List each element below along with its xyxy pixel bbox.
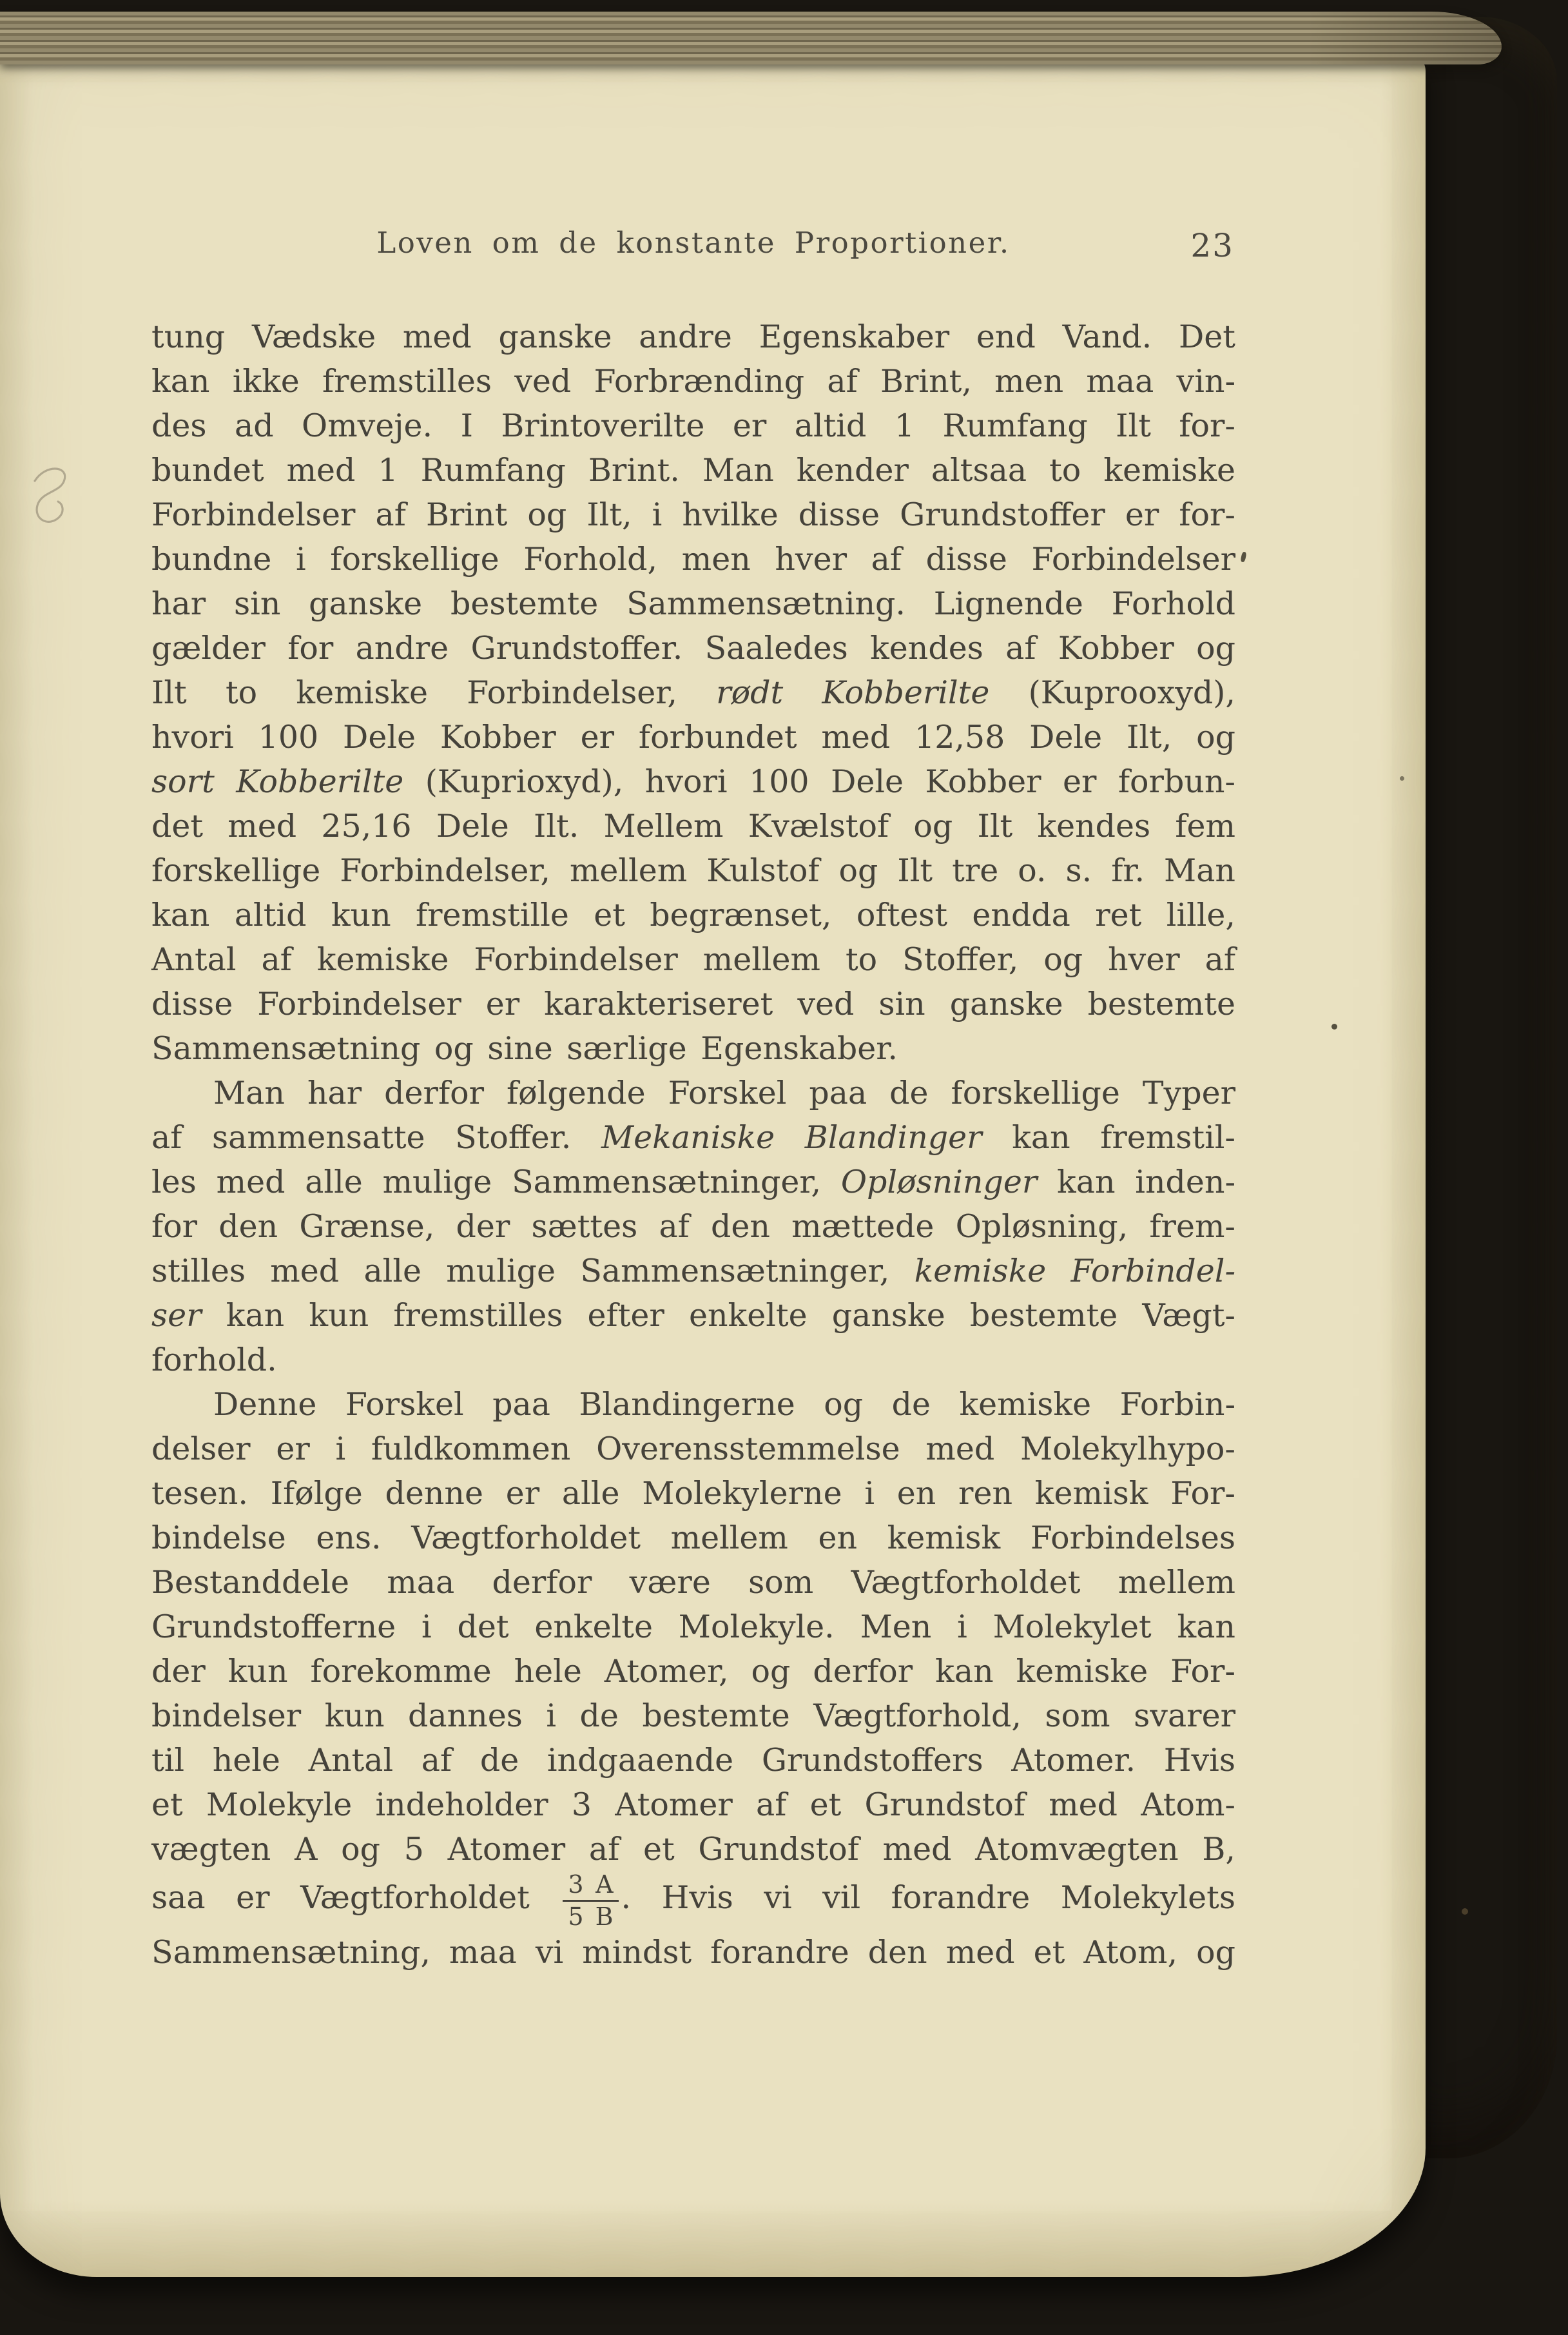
body-line — [151, 1649, 1235, 1694]
body-line — [151, 1783, 1235, 1827]
body-line — [151, 1827, 1235, 1871]
text-segment: Grundstofferne i det enkelte Molekyle. Men i Molekylet kan — [151, 1608, 1235, 1645]
body-line — [151, 1249, 1235, 1293]
text-segment: Man har derfor følgende Forskel paa de forskellige Typer — [213, 1075, 1235, 1111]
text-segment: Denne Forskel paa Blandingerne og de kemiske Forbin- — [213, 1386, 1235, 1423]
text-segment: Sammensætning og sine særlige Egenskaber. — [151, 1030, 898, 1067]
body-line — [151, 404, 1235, 448]
text-segment: disse Forbindelser er karakteriseret ved sin ganske bestemte — [151, 986, 1235, 1022]
text-segment: des ad Omveje. I Brintoverilte er altid 1 Rumfang Ilt for- — [151, 407, 1235, 444]
text-segment: til hele Antal af de indgaaende Grundstoffers Atomer. Hvis — [151, 1742, 1235, 1779]
text-segment: tesen. Ifølge denne er alle Molekylerne i en ren kemisk For- — [151, 1475, 1235, 1512]
text-segment: vægten A og 5 Atomer af et Grundstof med Atomvægten B, — [151, 1831, 1235, 1868]
text-block — [151, 315, 1235, 1975]
ink-speck — [1240, 551, 1246, 562]
body-line — [151, 359, 1235, 404]
text-segment: les med alle mulige Sammensætninger, — [151, 1164, 841, 1200]
body-line — [151, 1204, 1235, 1249]
running-head — [151, 226, 1235, 264]
text-segment: (Kuprioxyd), hvori 100 Dele Kobber er forbun- — [403, 763, 1235, 800]
body-line — [151, 1516, 1235, 1560]
text-segment: Forbindelser af Brint og Ilt, i hvilke disse Grundstoffer er for- — [151, 496, 1235, 533]
text-segment: Bestanddele maa derfor være som Vægtforholdet mellem — [151, 1564, 1235, 1601]
text-segment: kemiske Forbindel- — [914, 1253, 1235, 1289]
ink-speck — [1400, 776, 1404, 781]
text-segment: sort Kobberilte — [151, 763, 404, 800]
text-segment: det med 25,16 Dele Ilt. Mellem Kvælstof og Ilt kendes fem — [151, 808, 1235, 845]
body-line — [151, 1930, 1235, 1975]
text-segment: bindelser kun dannes i de bestemte Vægtforhold, som svarer — [151, 1697, 1235, 1734]
text-segment: . Hvis vi vil forandre Molekylets — [621, 1879, 1236, 1917]
text-segment: kan kun fremstilles efter enkelte ganske bestemte Vægt- — [201, 1297, 1235, 1334]
text-segment: bindelse ens. Vægtforholdet mellem en kemisk Forbindelses — [151, 1519, 1235, 1556]
text-segment: har sin ganske bestemte Sammensætning. Lignende Forhold — [151, 585, 1235, 622]
body-line — [151, 759, 1235, 804]
ink-speck — [1462, 1908, 1468, 1915]
pencil-mark — [26, 463, 90, 547]
text-segment: kan ikke fremstilles ved Forbrænding af Brint, men maa vin- — [151, 363, 1235, 400]
body-line — [151, 626, 1235, 670]
body-line — [151, 715, 1235, 759]
body-line — [151, 581, 1235, 626]
body-line — [151, 537, 1235, 581]
text-segment: kan altid kun fremstille et begrænset, oftest endda ret lille, — [151, 897, 1235, 933]
text-segment: for den Grænse, der sættes af den mættede Opløsning, frem- — [151, 1208, 1235, 1245]
text-segment: saa er Vægtforholdet — [151, 1879, 561, 1917]
body-line — [151, 1871, 1235, 1930]
text-segment: gælder for andre Grundstoffer. Saaledes kendes af Kobber og — [151, 630, 1235, 667]
body-line — [151, 1382, 1235, 1427]
text-segment: Ilt to kemiske Forbindelser, — [151, 674, 717, 711]
text-segment: rødt Kobberilte — [716, 674, 990, 711]
body-line — [151, 1560, 1235, 1605]
body-line — [151, 448, 1235, 493]
body-line — [151, 1160, 1235, 1204]
body-line — [151, 670, 1235, 715]
text-segment: et Molekyle indeholder 3 Atomer af et Grundstof med Atom- — [151, 1786, 1235, 1823]
body-line — [151, 937, 1235, 982]
text-segment: hvori 100 Dele Kobber er forbundet med 12,58 Dele Ilt, og — [151, 719, 1235, 756]
text-segment: Antal af kemiske Forbindelser mellem to Stoffer, og hver af — [151, 941, 1235, 978]
text-segment: der kun forekomme hele Atomer, og derfor kan kemiske For- — [151, 1653, 1235, 1690]
text-segment: bundne i forskellige Forhold, men hver af disse Forbindelser — [151, 541, 1235, 578]
body-line — [151, 1026, 1235, 1071]
text-segment: tung Vædske med ganske andre Egenskaber end Vand. Det — [151, 318, 1235, 355]
ink-speck — [1331, 1024, 1337, 1030]
body-line — [151, 1738, 1235, 1783]
text-segment: forskellige Forbindelser, mellem Kulstof og Ilt tre o. s. fr. Man — [151, 852, 1235, 889]
body-line — [151, 1071, 1235, 1115]
page-title: Loven om de konstante Proportioner. — [376, 226, 1011, 260]
body-line — [151, 893, 1235, 937]
body-line — [151, 848, 1235, 893]
text-segment: bundet med 1 Rumfang Brint. Man kender altsaa to kemiske — [151, 452, 1235, 489]
body-line — [151, 1293, 1235, 1338]
text-segment: Mekaniske Blandinger — [601, 1119, 982, 1156]
text-segment: stilles med alle mulige Sammensætninger, — [151, 1253, 915, 1289]
body-line — [151, 1427, 1235, 1471]
body-line — [151, 315, 1235, 359]
text-segment: kan inden- — [1037, 1164, 1236, 1200]
text-segment: Opløsninger — [840, 1164, 1038, 1200]
body-line — [151, 982, 1235, 1026]
text-segment: delser er i fuldkommen Overensstemmelse med Molekylhypo- — [151, 1431, 1235, 1467]
page-number: 23 — [1190, 227, 1234, 264]
body-line — [151, 493, 1235, 537]
text-segment: forhold. — [151, 1342, 277, 1378]
text-segment: af sammensatte Stoffer. — [151, 1119, 601, 1156]
body-line — [151, 1115, 1235, 1160]
text-segment: Sammensætning, maa vi mindst forandre den med et Atom, og — [151, 1934, 1235, 1971]
text-segment: ser — [151, 1297, 202, 1334]
body-line — [151, 1694, 1235, 1738]
text-segment: (Kuprooxyd), — [989, 674, 1235, 711]
body-line — [151, 804, 1235, 848]
body-line — [151, 1338, 1235, 1382]
body-line — [151, 1605, 1235, 1649]
weight-ratio-fraction — [563, 1871, 618, 1930]
body-line — [151, 1471, 1235, 1516]
text-segment: kan fremstil- — [982, 1119, 1235, 1156]
fraction-denominator: 5 B — [563, 1900, 618, 1930]
fraction-numerator: 3 A — [568, 1870, 614, 1899]
